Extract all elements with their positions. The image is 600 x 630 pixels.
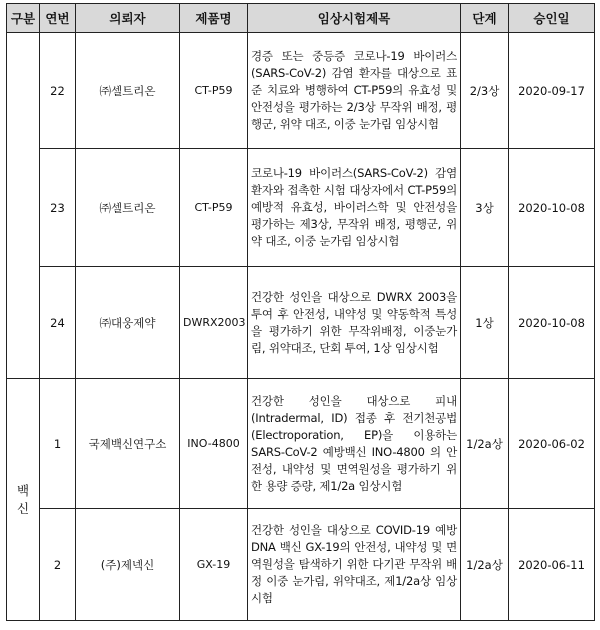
row-number: 1 — [40, 379, 76, 509]
row-number: 22 — [40, 33, 76, 149]
row-product: CT-P59 — [180, 149, 248, 267]
category-cell — [7, 379, 40, 621]
row-phase: 2/3상 — [461, 33, 509, 149]
row-title: 경증 또는 중등증 코로나-19 바이러스(SARS-CoV-2) 감염 환자를 대상으로 표준 치료와 병행하여 CT-P59의 유효성 및 안전성을 평가하는 2/3상 무작위 배정, 평행군, 위약 대조, 이중 눈가림 임상시험 — [248, 33, 461, 149]
row-product: GX-19 — [180, 509, 248, 621]
table-row — [7, 509, 595, 621]
row-phase: 3상 — [461, 149, 509, 267]
header-approval-date: 승인일 — [509, 4, 595, 33]
row-approval-date: 2020-10-08 — [509, 149, 595, 267]
header-category: 구분 — [7, 4, 40, 33]
row-sponsor: (주)제넥신 — [76, 509, 180, 621]
table-row — [7, 379, 595, 509]
row-title: 건강한 성인을 대상으로 COVID-19 예방 DNA 백신 GX-19의 안전성, 내약성 및 면역원성을 탐색하기 위한 다기관 무작위 배정 이중 눈가림, 위약대조, 제1/2a상 임상시험 — [248, 509, 461, 621]
table-header — [7, 4, 595, 33]
row-product: DWRX2003 — [180, 267, 248, 379]
clinical-trials-table — [6, 3, 595, 621]
header-row — [7, 4, 595, 33]
header-sponsor: 의뢰자 — [76, 4, 180, 33]
row-product: INO-4800 — [180, 379, 248, 509]
table-body — [7, 33, 595, 621]
category-label: 백신 — [16, 482, 30, 516]
header-number: 연번 — [40, 4, 76, 33]
row-approval-date: 2020-10-08 — [509, 267, 595, 379]
row-title: 건강한 성인을 대상으로 피내(Intradermal, ID) 접종 후 전기천공법(Electroporation, EP)을 이용하는 SARS-CoV-2 예방백신 INO-4800 의 안전성, 내약성 및 면역원성을 평가하기 위한 용량 증량, 제1/2a 임상시험 — [248, 379, 461, 509]
row-approval-date: 2020-06-11 — [509, 509, 595, 621]
row-sponsor: 국제백신연구소 — [76, 379, 180, 509]
row-number: 2 — [40, 509, 76, 621]
row-approval-date: 2020-06-02 — [509, 379, 595, 509]
row-title: 건강한 성인을 대상으로 DWRX 2003을 투여 후 안전성, 내약성 및 약동학적 특성을 평가하기 위한 무작위배정, 이중눈가림, 위약대조, 단회 투여, 1상 임상시험 — [248, 267, 461, 379]
row-product: CT-P59 — [180, 33, 248, 149]
row-number: 24 — [40, 267, 76, 379]
header-title: 임상시험제목 — [248, 4, 461, 33]
header-phase: 단계 — [461, 4, 509, 33]
row-phase: 1상 — [461, 267, 509, 379]
row-number: 23 — [40, 149, 76, 267]
row-phase: 1/2a상 — [461, 379, 509, 509]
row-approval-date: 2020-09-17 — [509, 33, 595, 149]
row-sponsor: ㈜셀트리온 — [76, 149, 180, 267]
row-sponsor: ㈜셀트리온 — [76, 33, 180, 149]
table-row — [7, 149, 595, 267]
row-sponsor: ㈜대웅제약 — [76, 267, 180, 379]
row-title: 코로나-19 바이러스(SARS-CoV-2) 감염 환자와 접촉한 시험 대상자에서 CT-P59의 예방적 유효성, 바이러스학 및 안전성을 평가하는 제3상, 무작위 배정, 평행군, 위약 대조, 이중 눈가림 임상시험 — [248, 149, 461, 267]
category-cell — [7, 33, 40, 379]
table-row — [7, 267, 595, 379]
row-phase: 1/2a상 — [461, 509, 509, 621]
table-row — [7, 33, 595, 149]
header-product: 제품명 — [180, 4, 248, 33]
